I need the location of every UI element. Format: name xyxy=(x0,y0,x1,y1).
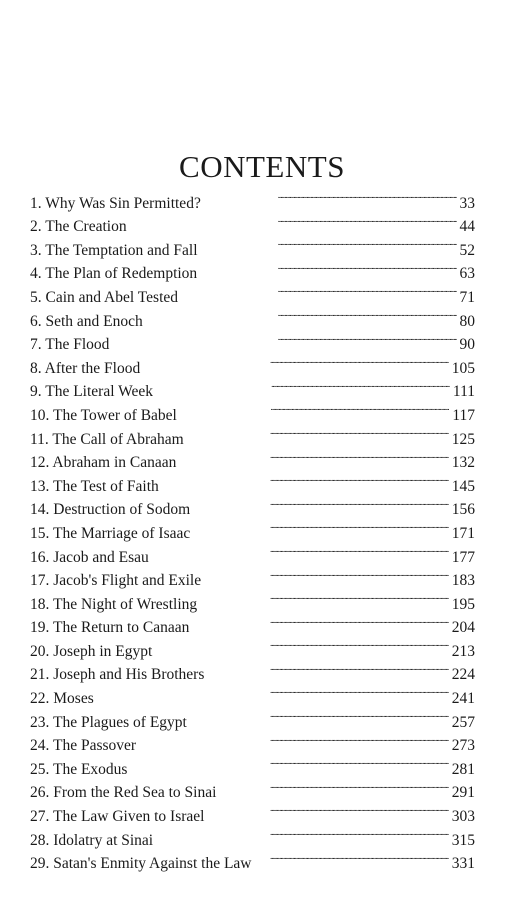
toc-entry-page-number: 224 xyxy=(451,666,475,684)
toc-entry-page-number: 132 xyxy=(451,454,475,472)
toc-entry xyxy=(30,184,475,212)
toc-entry-page-number: 331 xyxy=(451,855,475,873)
toc-entry-title: 4. The Plan of Redemption xyxy=(30,265,198,283)
dot-leader xyxy=(130,208,457,232)
table-of-contents xyxy=(30,184,475,873)
toc-entry-title: 25. The Exodus xyxy=(30,760,128,778)
toc-entry-page-number: 204 xyxy=(451,619,475,637)
toc-entry-page-number: 63 xyxy=(459,265,475,283)
toc-entry-title: 1. Why Was Sin Permitted? xyxy=(30,194,201,212)
dot-leader xyxy=(112,326,456,350)
toc-entry-title: 3. The Temptation and Fall xyxy=(30,241,198,259)
dot-leader xyxy=(155,632,448,656)
toc-entry-title: 29. Satan's Enmity Against the Law xyxy=(30,855,252,873)
toc-entry-page-number: 213 xyxy=(451,642,475,660)
toc-entry-title: 28. Idolatry at Sinai xyxy=(30,831,154,849)
toc-entry-title: 5. Cain and Abel Tested xyxy=(30,288,179,306)
toc-entry-title: 19. The Return to Canaan xyxy=(30,619,190,637)
toc-entry-page-number: 156 xyxy=(451,501,475,519)
toc-entry-title: 12. Abraham in Canaan xyxy=(30,454,177,472)
toc-entry-page-number: 90 xyxy=(459,336,475,354)
toc-entry-page-number: 183 xyxy=(451,572,475,590)
toc-entry-title: 24. The Passover xyxy=(30,737,137,755)
toc-entry-title: 14. Destruction of Sodom xyxy=(30,501,191,519)
dot-leader xyxy=(207,797,448,821)
dot-leader xyxy=(207,656,448,680)
toc-entry-page-number: 44 xyxy=(459,218,475,236)
toc-entry-page-number: 273 xyxy=(451,737,475,755)
toc-entry-title: 27. The Law Given to Israel xyxy=(30,808,205,826)
toc-entry-page-number: 111 xyxy=(452,383,475,401)
toc-entry-title: 23. The Plagues of Egypt xyxy=(30,713,187,731)
dot-leader xyxy=(146,302,457,326)
toc-entry-title: 10. The Tower of Babel xyxy=(30,406,177,424)
toc-entry-title: 16. Jacob and Esau xyxy=(30,548,149,566)
toc-entry-title: 20. Joseph in Egypt xyxy=(30,642,153,660)
toc-entry xyxy=(30,703,475,731)
toc-entry-page-number: 315 xyxy=(451,831,475,849)
dot-leader xyxy=(190,703,449,727)
toc-entry-page-number: 80 xyxy=(459,312,475,330)
toc-entry-title: 22. Moses xyxy=(30,690,94,708)
toc-entry xyxy=(30,679,475,708)
toc-entry-title: 2. The Creation xyxy=(30,218,127,236)
toc-entry-title: 9. The Literal Week xyxy=(30,383,153,401)
toc-entry-page-number: 117 xyxy=(452,406,475,424)
dot-leader xyxy=(152,538,449,562)
dot-leader xyxy=(130,750,448,774)
dot-leader xyxy=(193,514,449,538)
dot-leader xyxy=(193,491,449,515)
toc-entry-title: 17. Jacob's Flight and Exile xyxy=(30,572,202,590)
toc-entry-page-number: 257 xyxy=(451,713,475,731)
toc-entry-page-number: 145 xyxy=(451,477,475,495)
dot-leader xyxy=(179,444,448,468)
dot-leader xyxy=(180,396,449,420)
dot-leader xyxy=(181,278,456,302)
dot-leader xyxy=(255,845,449,869)
toc-entry-page-number: 177 xyxy=(451,548,475,566)
toc-entry-page-number: 303 xyxy=(451,808,475,826)
toc-entry-title: 26. From the Red Sea to Sinai xyxy=(30,784,217,802)
toc-entry-page-number: 195 xyxy=(451,595,475,613)
dot-leader xyxy=(162,467,449,491)
toc-entry-title: 8. After the Flood xyxy=(30,359,141,377)
dot-leader xyxy=(200,585,449,609)
dot-leader xyxy=(219,774,448,798)
dot-leader xyxy=(187,420,449,444)
toc-entry-page-number: 125 xyxy=(451,430,475,448)
dot-leader xyxy=(204,184,457,208)
toc-entry-title: 13. The Test of Faith xyxy=(30,477,159,495)
toc-entry-page-number: 241 xyxy=(451,690,475,708)
toc-entry-title: 7. The Flood xyxy=(30,336,110,354)
dot-leader xyxy=(156,373,450,397)
page-title: CONTENTS xyxy=(179,148,345,184)
toc-entry-page-number: 105 xyxy=(451,359,475,377)
toc-entry-page-number: 71 xyxy=(459,288,475,306)
dot-leader xyxy=(143,349,449,373)
dot-leader xyxy=(192,609,448,633)
toc-entry-page-number: 33 xyxy=(459,194,475,212)
dot-leader xyxy=(97,679,449,703)
dot-leader xyxy=(200,255,456,279)
toc-entry-title: 18. The Night of Wrestling xyxy=(30,595,198,613)
toc-entry-page-number: 171 xyxy=(451,524,475,542)
toc-entry-page-number: 291 xyxy=(451,784,475,802)
dot-leader xyxy=(204,562,449,586)
toc-entry-title: 11. The Call of Abraham xyxy=(30,430,184,448)
toc-entry-page-number: 281 xyxy=(451,760,475,778)
toc-entry-title: 21. Joseph and His Brothers xyxy=(30,666,205,684)
toc-entry-title: 6. Seth and Enoch xyxy=(30,312,143,330)
dot-leader xyxy=(156,821,449,845)
toc-entry-title: 15. The Marriage of Isaac xyxy=(30,524,191,542)
dot-leader xyxy=(139,727,449,751)
dot-leader xyxy=(201,231,457,255)
toc-entry-page-number: 52 xyxy=(459,241,475,259)
